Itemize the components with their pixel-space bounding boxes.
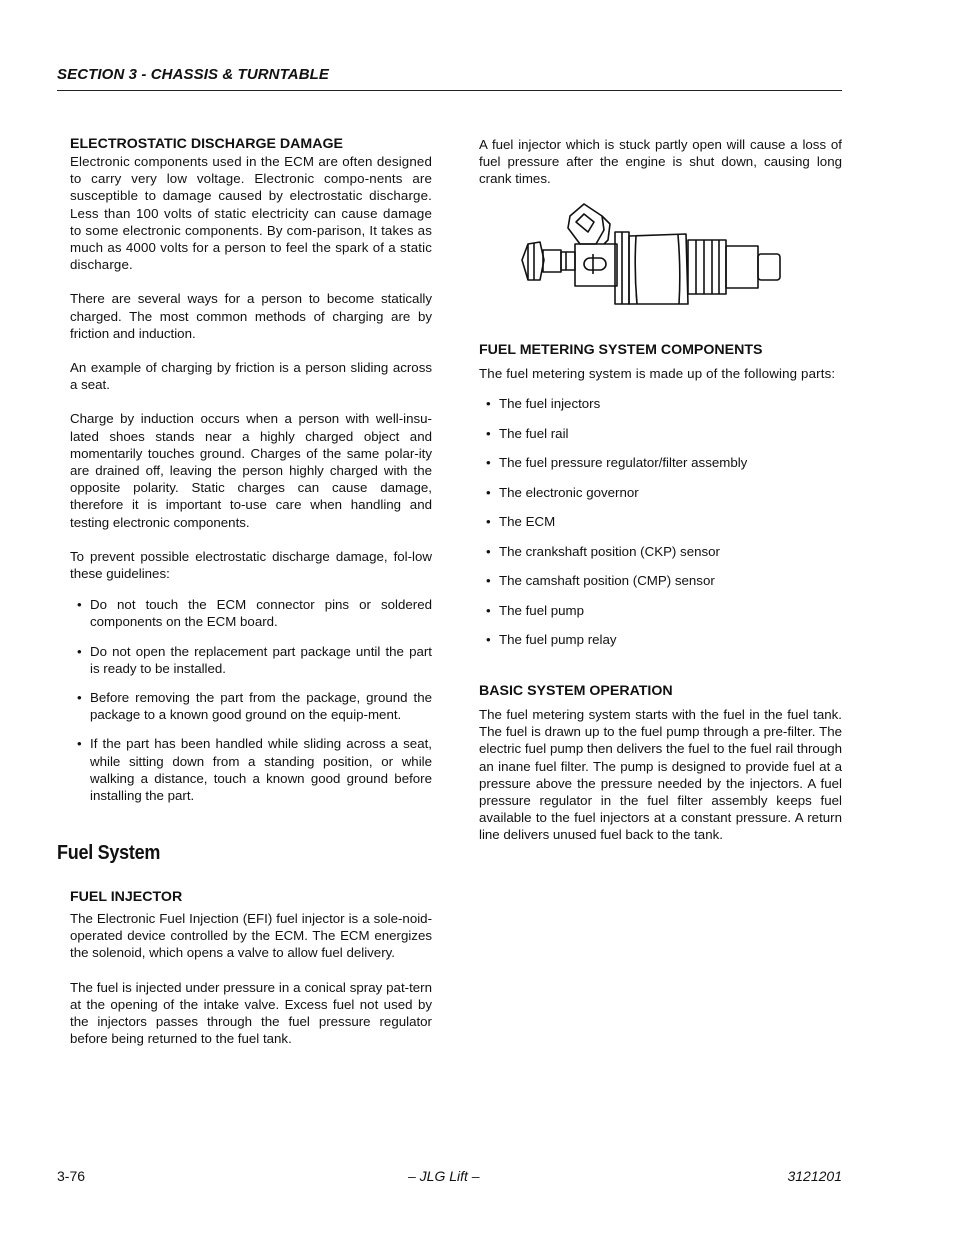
- footer-publisher: – JLG Lift –: [408, 1168, 480, 1184]
- list-item: • The fuel pressure regulator/filter assembly: [479, 454, 842, 471]
- esd-guidelines-list: [70, 596, 432, 804]
- fuel-injector-illustration: [518, 200, 788, 305]
- list-item: • The fuel rail: [479, 425, 842, 442]
- list-item: • The camshaft position (CMP) sensor: [479, 572, 842, 589]
- left-column: [70, 136, 432, 804]
- list-item: • The ECM: [479, 513, 842, 530]
- esd-paragraph-5: To prevent possible electrostatic discharge damage, fol-low these guidelines:: [70, 548, 432, 582]
- fuel-system-title: Fuel System: [57, 842, 161, 864]
- right-column: [479, 136, 842, 188]
- page-number: 3-76: [57, 1168, 86, 1184]
- document-number: 3121201: [787, 1168, 842, 1184]
- list-item: • Before removing the part from the package, ground the package to a known good ground on the equip-ment.: [70, 689, 432, 723]
- list-item: • The fuel pump: [479, 602, 842, 619]
- injector-heading: FUEL INJECTOR: [70, 889, 183, 905]
- basic-operation-heading: BASIC SYSTEM OPERATION: [479, 683, 673, 699]
- injector-paragraph-1: The Electronic Fuel Injection (EFI) fuel injector is a sole-noid-operated device controlled by the ECM. The ECM energizes the solenoid, which opens a valve to allow fuel delivery.: [70, 911, 432, 961]
- esd-heading: ELECTROSTATIC DISCHARGE DAMAGE: [70, 136, 343, 152]
- basic-operation-section: [479, 683, 842, 844]
- fuel-injector-section: [70, 889, 432, 1047]
- metering-intro: The fuel metering system is made up of the following parts:: [479, 366, 836, 381]
- metering-section: [479, 342, 842, 661]
- list-item: • Do not open the replacement part package until the part is ready to be installed.: [70, 643, 432, 677]
- basic-operation-paragraph: The fuel metering system starts with the fuel in the fuel tank. The fuel is drawn up to the fuel pump through a pre-filter. The electric fuel pump then delivers the fuel to the fuel rail through an inane fuel filter. The pump is designed to provide fuel at a pressure above the pressure needed by the injectors. A fuel pressure regulator in the fuel filter assembly keeps fuel available to the fuel injectors at a constant pressure. A return line delivers unused fuel back to the tank.: [479, 707, 842, 843]
- injector-paragraph-2: The fuel is injected under pressure in a conical spray pat-tern at the opening of the intake valve. Excess fuel not used by the injectors passes through the fuel pressure regulator before being returned to the fuel tank.: [70, 979, 432, 1047]
- list-item: • Do not touch the ECM connector pins or soldered components on the ECM board.: [70, 596, 432, 630]
- list-item: • If the part has been handled while sliding across a seat, while sitting down from a standing position, or while walking a distance, touch a known good ground before installing the part.: [70, 735, 432, 804]
- list-item: • The fuel injectors: [479, 395, 842, 412]
- esd-paragraph-1: Electronic components used in the ECM are often designed to carry very low voltage. Electronic compo-nents are susceptible to damage caused by electrostatic discharge. Less than 100 volts of static electricity can cause damage to some electronic components. By com-parison, It takes as much as 4000 volts for a person to feel the spark of a static discharge.: [70, 154, 432, 273]
- metering-components-list: [479, 395, 842, 648]
- stuck-injector-paragraph: A fuel injector which is stuck partly open will cause a loss of fuel pressure after the engine is shut down, causing long crank times.: [479, 137, 842, 187]
- list-item: • The crankshaft position (CKP) sensor: [479, 543, 842, 560]
- list-item: • The electronic governor: [479, 484, 842, 501]
- esd-paragraph-3: An example of charging by friction is a person sliding across a seat.: [70, 360, 432, 393]
- esd-paragraph-4: Charge by induction occurs when a person with well-insu-lated shoes stands near a highly charged object and momentarily touches ground. Charges of the same polar-ity are drained off, leaving the person highly charged with the opposite polarity. Static charges can cause damage, therefore it is important to-use care when handling and testing electronic components.: [70, 411, 432, 530]
- metering-heading: FUEL METERING SYSTEM COMPONENTS: [479, 342, 763, 358]
- page-header: [57, 66, 842, 91]
- esd-paragraph-2: There are several ways for a person to become statically charged. The most common methods of charging are by friction and induction.: [70, 291, 432, 341]
- section-title: SECTION 3 - CHASSIS & TURNTABLE: [57, 66, 330, 83]
- list-item: • The fuel pump relay: [479, 631, 842, 648]
